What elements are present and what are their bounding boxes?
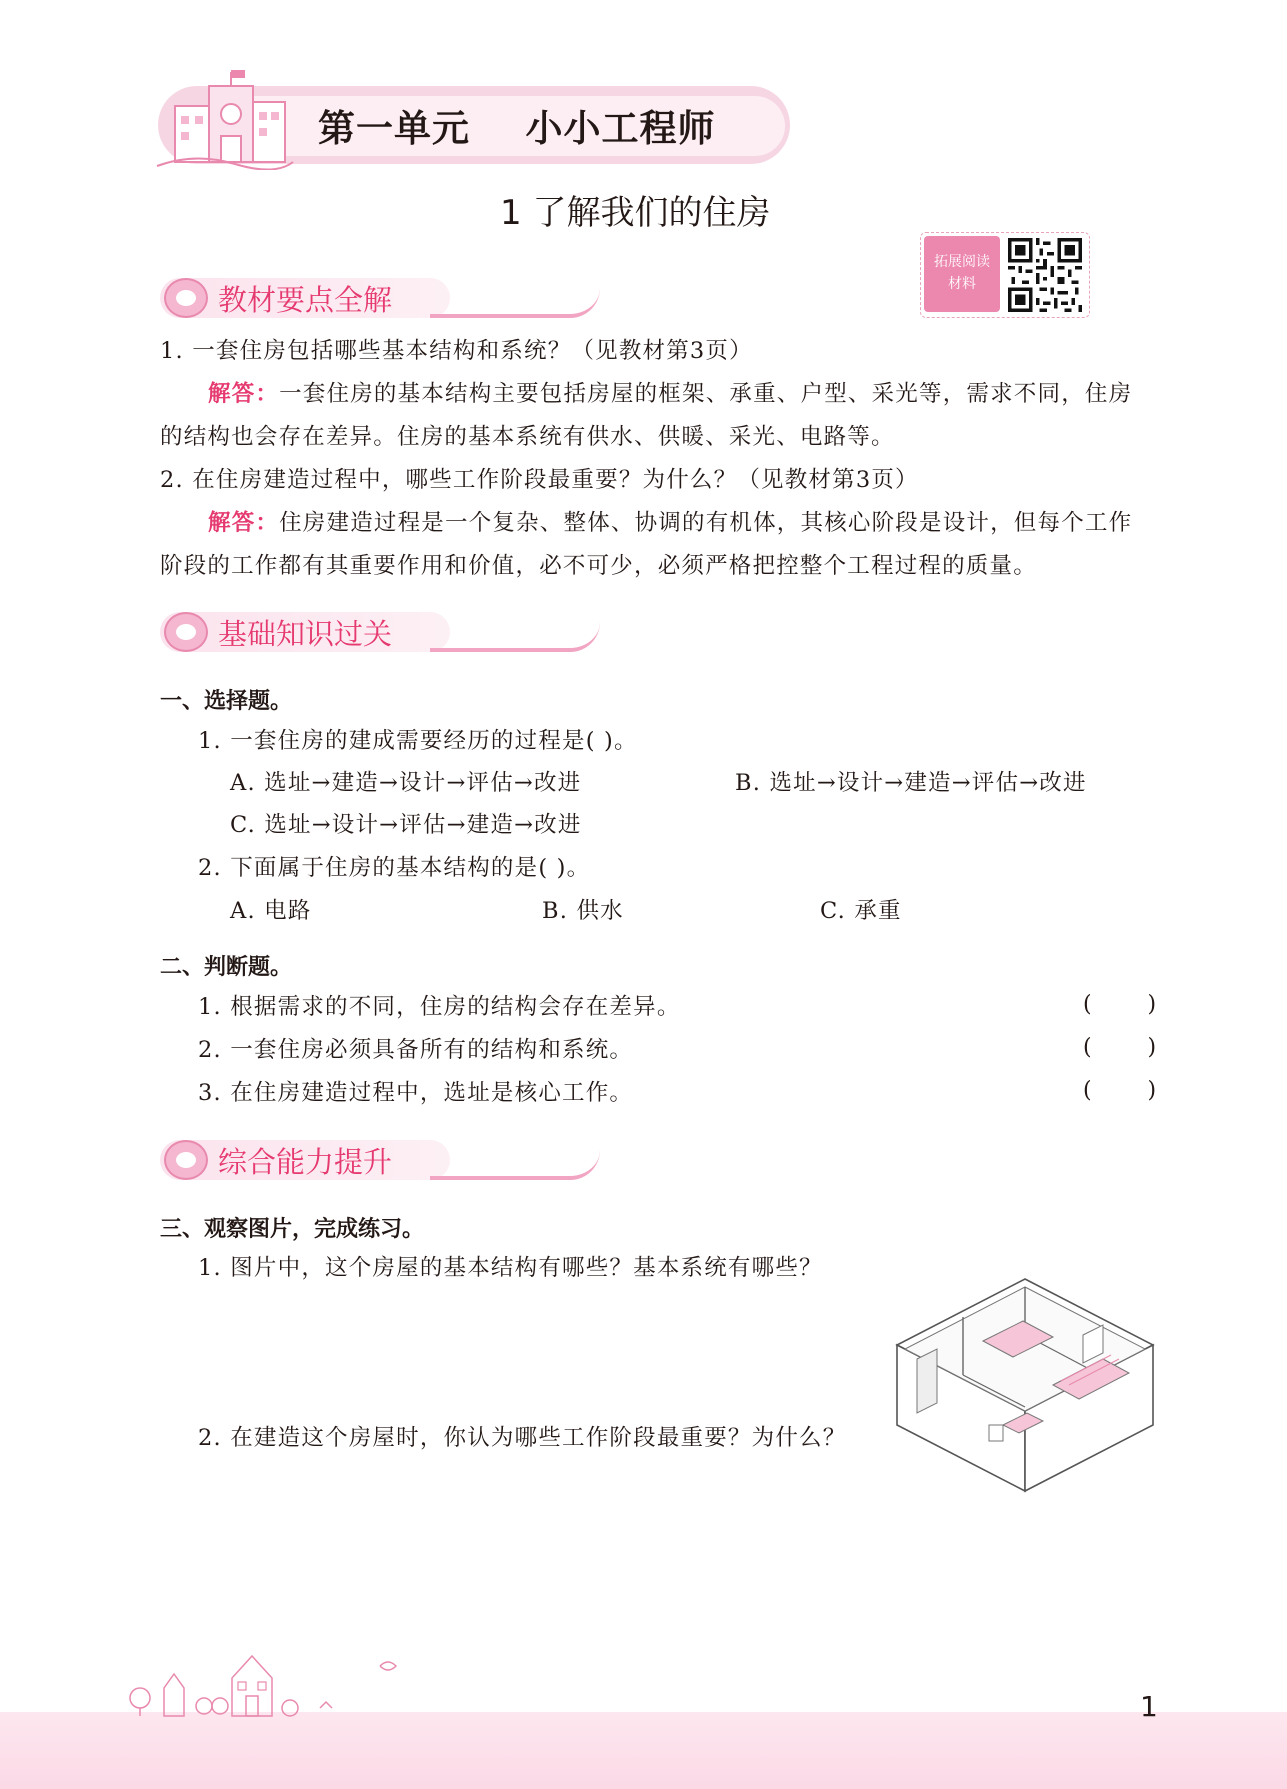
question-text: 1. 一套住房的建成需要经历的过程是( )。 <box>198 728 638 754</box>
section-title: 基础知识过关 <box>218 617 393 651</box>
option-c[interactable]: C. 承重 <box>820 898 902 924</box>
answer-text: 住房建造过程是一个复杂、整体、协调的有机体，其核心阶段是设计，但每个工作 <box>279 510 1133 536</box>
question-text: 1. 一套住房包括哪些基本结构和系统？（见教材第3页） <box>160 338 753 364</box>
option-b[interactable]: B. 供水 <box>542 898 624 924</box>
unit-title: 第一单元 小小工程师 <box>318 107 716 150</box>
question-text: 2. 在住房建造过程中，哪些工作阶段最重要？为什么？（见教材第3页） <box>160 467 919 493</box>
bottom-band <box>0 1712 1287 1789</box>
answer-line <box>208 508 1132 538</box>
section-header-key-points <box>160 276 460 320</box>
qr-label <box>924 236 1000 312</box>
qr-label-line1: 拓展阅读 <box>934 254 990 270</box>
question-text: 2. 下面属于住房的基本结构的是( )。 <box>198 855 591 881</box>
answer-label: 解答： <box>208 381 280 407</box>
part-title: 一、选择题。 <box>160 689 293 714</box>
page-number: 1 <box>1140 1690 1158 1723</box>
judge-item: 1. 根据需求的不同，住房的结构会存在差异。 <box>198 994 681 1020</box>
section-underline <box>430 1146 600 1180</box>
mascot-icon <box>164 1140 208 1180</box>
answer-line <box>208 379 1132 409</box>
part-title: 二、判断题。 <box>160 955 293 980</box>
mascot-icon <box>164 612 208 652</box>
section-header-basic <box>160 610 460 654</box>
section-underline <box>430 618 600 652</box>
section-underline <box>430 284 600 318</box>
answer-text: 一套住房的基本结构主要包括房屋的框架、承重、户型、采光等，需求不同，住房 <box>279 381 1133 407</box>
qr-code-icon[interactable] <box>1008 238 1082 312</box>
section-title: 综合能力提升 <box>218 1145 393 1179</box>
option-a[interactable]: A. 选址→建造→设计→评估→改进 <box>230 770 582 796</box>
answer-text: 阶段的工作都有其重要作用和价值，必不可少，必须严格把控整个工程过程的质量。 <box>160 553 1037 579</box>
mascot-icon <box>164 278 208 318</box>
judge-item: 3. 在住房建造过程中，选址是核心工作。 <box>198 1080 634 1106</box>
section-title: 教材要点全解 <box>218 283 393 317</box>
question-text: 2. 在建造这个房屋时，你认为哪些工作阶段最重要？为什么？ <box>198 1425 847 1451</box>
qr-label-line2: 材料 <box>948 276 976 292</box>
answer-text: 的结构也会存在差异。住房的基本系统有供水、供暖、采光、电路等。 <box>160 424 895 450</box>
question-text: 1. 图片中，这个房屋的基本结构有哪些？基本系统有哪些？ <box>198 1255 823 1281</box>
building-illustration-icon <box>155 66 295 170</box>
answer-paren[interactable]: ( ) <box>1083 992 1157 1017</box>
option-c[interactable]: C. 选址→设计→评估→建造→改进 <box>230 812 582 838</box>
answer-paren[interactable]: ( ) <box>1083 1035 1157 1060</box>
answer-paren[interactable]: ( ) <box>1083 1078 1157 1103</box>
option-a[interactable]: A. 电路 <box>230 898 312 924</box>
answer-label: 解答： <box>208 510 280 536</box>
town-decoration-icon <box>120 1648 400 1718</box>
judge-item: 2. 一套住房必须具备所有的结构和系统。 <box>198 1037 634 1063</box>
house-floorplan-illustration-icon <box>893 1275 1158 1495</box>
option-b[interactable]: B. 选址→设计→建造→评估→改进 <box>735 770 1087 796</box>
lesson-title: 1 了解我们的住房 <box>500 193 771 233</box>
part-title: 三、观察图片，完成练习。 <box>160 1217 425 1242</box>
section-header-comprehensive <box>160 1138 460 1182</box>
